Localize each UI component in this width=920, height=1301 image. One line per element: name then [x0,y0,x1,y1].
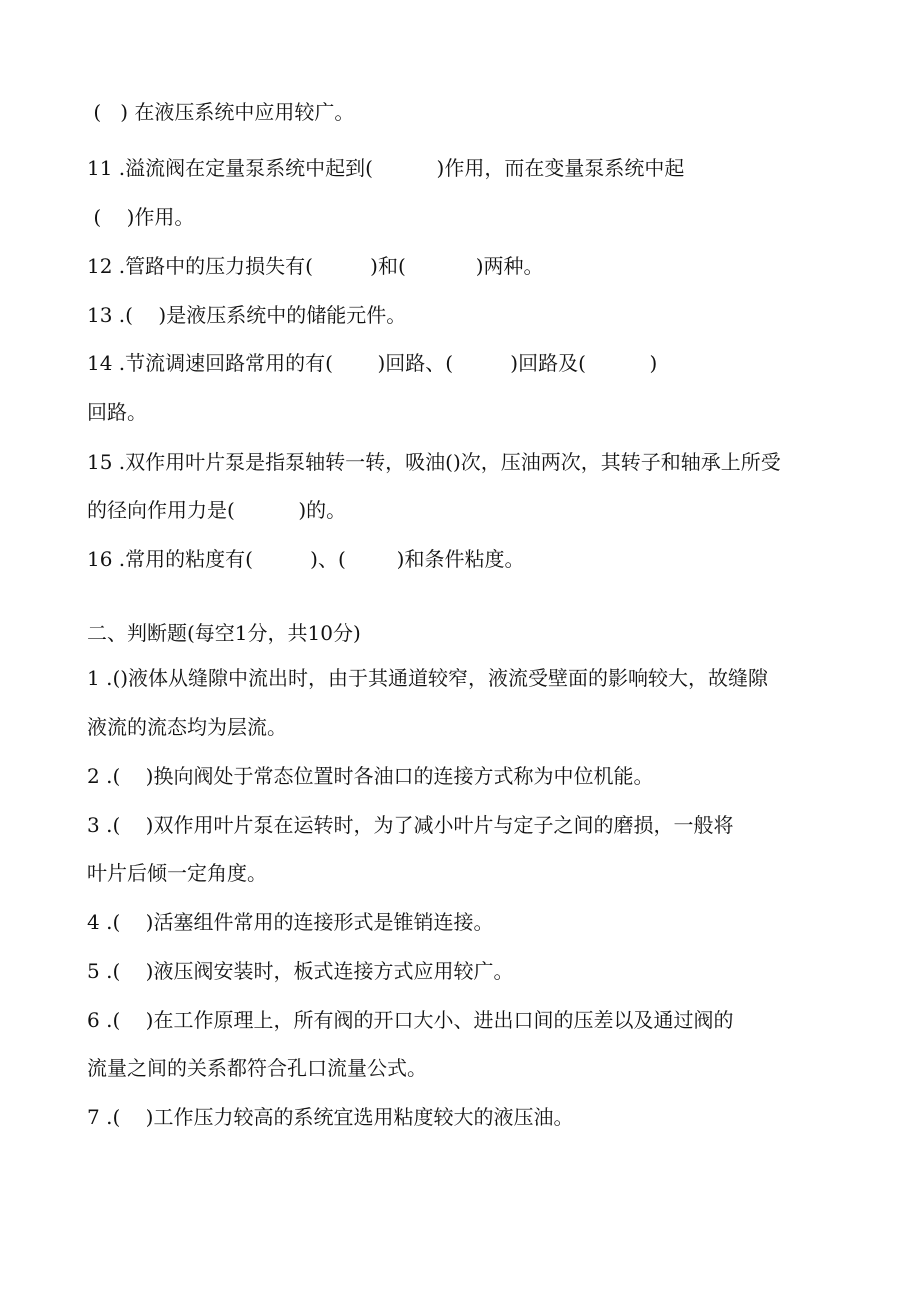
section-heading-judge: 二、判断题(每空1分，共10分) [87,621,361,645]
judge-4: 4 .( )活塞组件常用的连接形式是锥销连接。 [87,910,494,934]
question-14-line-1: 14 .节流调速回路常用的有( )回路、( )回路及( ) [87,351,658,375]
judge-3-line-1: 3 .( )双作用叶片泵在运转时，为了减小叶片与定子之间的磨损，一般将 [87,813,734,837]
judge-5: 5 .( )液压阀安装时，板式连接方式应用较广。 [87,959,514,983]
judge-3-line-2: 叶片后倾一定角度。 [87,861,267,885]
judge-1-line-1: 1 .()液体从缝隙中流出时，由于其通道较窄，液流受壁面的影响较大，故缝隙 [87,666,769,690]
question-16: 16 .常用的粘度有( )、( )和条件粘度。 [87,547,525,571]
question-10-tail: ( ) 在液压系统中应用较广。 [87,100,355,124]
question-15-line-1: 15 .双作用叶片泵是指泵轴转一转，吸油()次，压油两次，其转子和轴承上所受 [87,450,781,474]
question-11-line-2: ( )作用。 [87,205,195,229]
question-13: 13 .( )是液压系统中的储能元件。 [87,303,407,327]
question-12: 12 .管路中的压力损失有( )和( )两种。 [87,254,544,278]
question-11-line-1: 11 .溢流阀在定量泵系统中起到( )作用，而在变量泵系统中起 [87,156,685,180]
question-14-line-2: 回路。 [87,400,147,424]
question-15-line-2: 的径向作用力是( )的。 [87,498,347,522]
judge-7: 7 .( )工作压力较高的系统宜选用粘度较大的液压油。 [87,1105,574,1129]
judge-6-line-1: 6 .( )在工作原理上，所有阀的开口大小、进出口间的压差以及通过阀的 [87,1008,734,1032]
judge-6-line-2: 流量之间的关系都符合孔口流量公式。 [87,1056,427,1080]
judge-2: 2 .( )换向阀处于常态位置时各油口的连接方式称为中位机能。 [87,764,654,788]
judge-1-line-2: 液流的流态均为层流。 [87,715,287,739]
